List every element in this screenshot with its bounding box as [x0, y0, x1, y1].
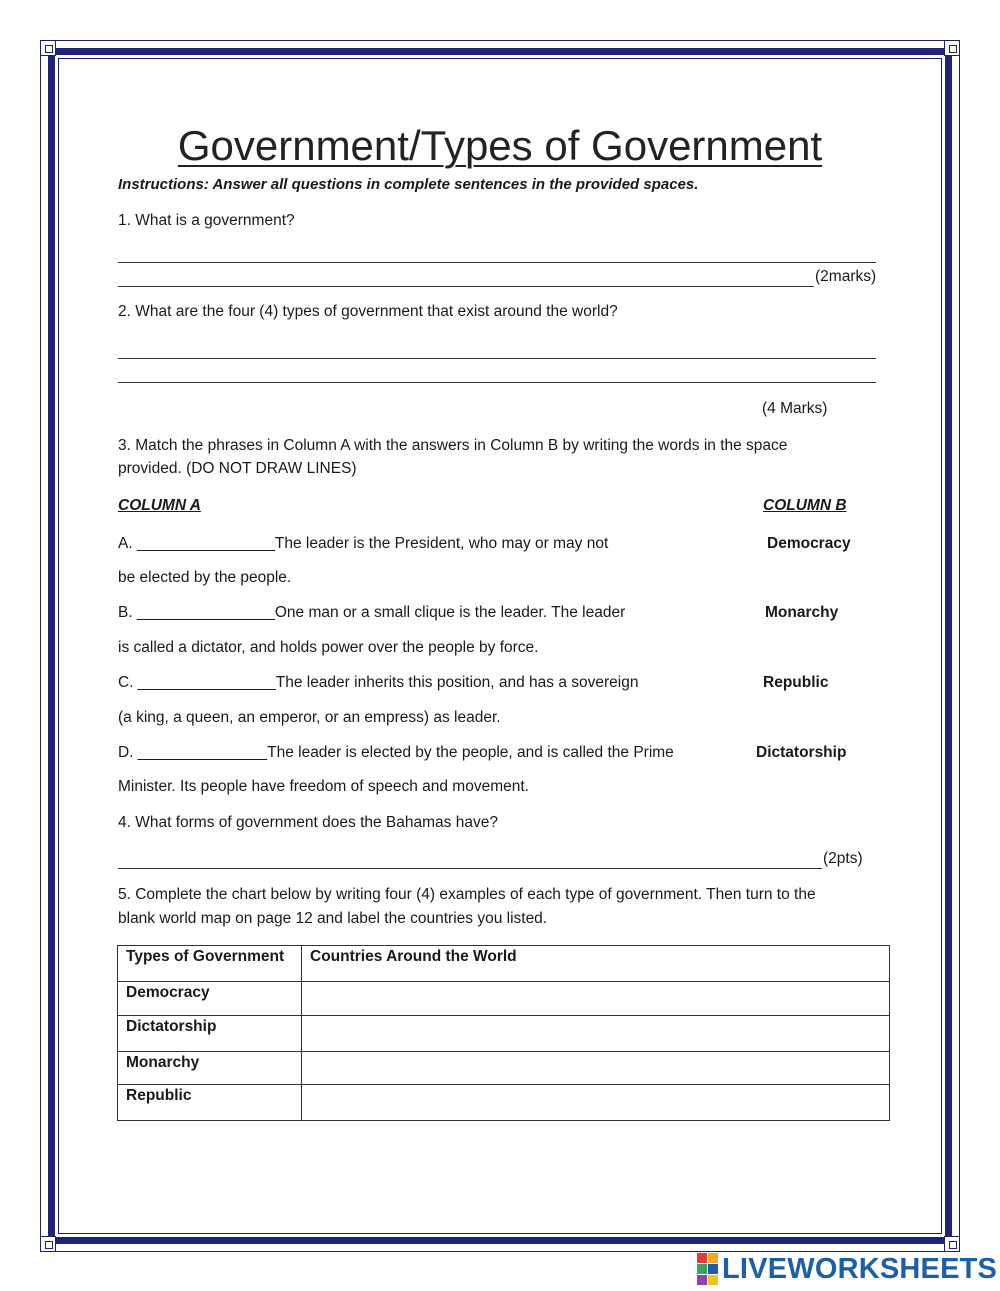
- table-answer-cell[interactable]: [302, 1085, 890, 1121]
- column-b-heading: COLUMN B: [763, 497, 847, 514]
- question-2: 2. What are the four (4) types of government that exist around the world?: [118, 303, 618, 320]
- table-row-label: Dictatorship: [118, 1016, 302, 1052]
- match-item-c[interactable]: C. ________________The leader inherits this position, and has a sovereign: [118, 674, 639, 691]
- table-answer-cell[interactable]: [302, 982, 890, 1016]
- border-corner-ornament: [944, 1236, 960, 1252]
- match-item-a[interactable]: A. ________________The leader is the President, who may or may not: [118, 535, 609, 552]
- answer-line-q2[interactable]: [118, 382, 876, 383]
- match-item-b[interactable]: B. ________________One man or a small clique is the leader. The leader: [118, 604, 626, 621]
- question-3-line-2: provided. (DO NOT DRAW LINES): [118, 460, 357, 477]
- question-3-line-1: 3. Match the phrases in Column A with the answers in Column B by writing the words in the space: [118, 437, 788, 454]
- table-row: [118, 1085, 890, 1121]
- table-row: [118, 1016, 890, 1052]
- answer-option: Democracy: [767, 535, 851, 552]
- border-corner-ornament: [944, 40, 960, 56]
- answer-line-q2[interactable]: [118, 358, 876, 359]
- question-1: 1. What is a government?: [118, 212, 295, 229]
- table-row-label: Democracy: [118, 982, 302, 1016]
- answer-line-q1[interactable]: [118, 262, 876, 263]
- match-item-b-cont: is called a dictator, and holds power over the people by force.: [118, 639, 539, 656]
- match-item-a-cont: be elected by the people.: [118, 569, 292, 586]
- answer-line-q4[interactable]: [118, 868, 822, 869]
- answer-option: Monarchy: [765, 604, 839, 621]
- column-a-heading: COLUMN A: [118, 497, 201, 514]
- instructions: Instructions: Answer all questions in complete sentences in the provided spaces.: [118, 176, 699, 193]
- table-header-countries: Countries Around the World: [302, 946, 890, 982]
- table-row: [118, 1052, 890, 1085]
- match-item-d[interactable]: D. _______________The leader is elected by the people, and is called the Prime: [118, 744, 674, 761]
- answer-line-q1[interactable]: [118, 286, 814, 287]
- table-row-label: Monarchy: [118, 1052, 302, 1085]
- table-row-label: Republic: [118, 1085, 302, 1121]
- logo-text: LIVEWORKSHEETS: [722, 1252, 998, 1285]
- question-4: 4. What forms of government does the Bahamas have?: [118, 814, 498, 831]
- match-item-c-cont: (a king, a queen, an emperor, or an empress) as leader.: [118, 709, 501, 726]
- marks-q1: (2marks): [815, 268, 877, 285]
- border-corner-ornament: [40, 1236, 56, 1252]
- government-chart-table: [117, 945, 890, 1121]
- logo-mark-icon: [697, 1253, 718, 1285]
- liveworksheets-logo: [697, 1254, 997, 1284]
- marks-q4: (2pts): [823, 850, 863, 867]
- table-answer-cell[interactable]: [302, 1016, 890, 1052]
- table-header-types: Types of Government: [118, 946, 302, 982]
- question-5-line-1: 5. Complete the chart below by writing four (4) examples of each type of government. Then turn to the: [118, 886, 816, 903]
- question-5-line-2: blank world map on page 12 and label the countries you listed.: [118, 910, 548, 927]
- table-answer-cell[interactable]: [302, 1052, 890, 1085]
- answer-option: Dictatorship: [756, 744, 847, 761]
- marks-q2: (4 Marks): [762, 400, 828, 417]
- border-corner-ornament: [40, 40, 56, 56]
- worksheet-title: Government/Types of Government: [177, 122, 823, 169]
- table-header-row: [118, 946, 890, 982]
- table-row: [118, 982, 890, 1016]
- answer-option: Republic: [763, 674, 829, 691]
- match-item-d-cont: Minister. Its people have freedom of speech and movement.: [118, 778, 529, 795]
